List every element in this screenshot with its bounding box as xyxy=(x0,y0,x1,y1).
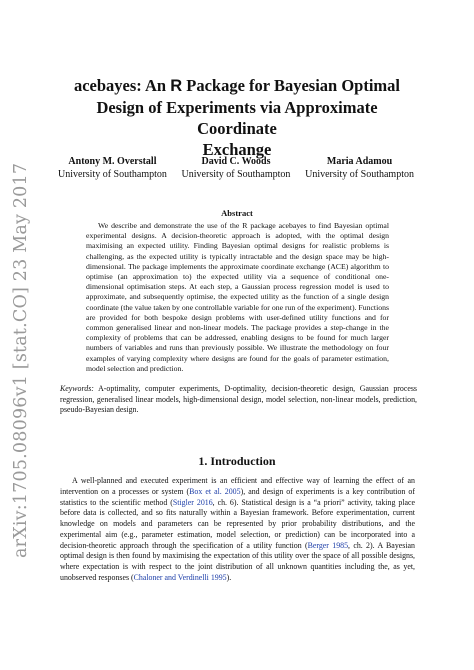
keywords-label: Keywords: xyxy=(60,384,94,393)
title-package-name: acebayes xyxy=(73,76,137,95)
author-block xyxy=(182,155,291,181)
author-name: David C. Woods xyxy=(201,156,271,167)
introduction-paragraph xyxy=(60,476,415,584)
intro-text: A well-planned and executed experiment is an efficient and effective way of learning the effect of an intervention on a processes or system ( xyxy=(60,476,415,496)
title-line1-rest: Package for Bayesian Optimal xyxy=(182,76,401,95)
title-line3: Exchange xyxy=(202,140,272,159)
abstract-heading: Abstract xyxy=(221,208,253,218)
section-heading-introduction: 1. Introduction xyxy=(198,454,276,468)
keywords-paragraph xyxy=(60,384,417,416)
author-name: Antony M. Overstall xyxy=(68,156,157,167)
author-block xyxy=(305,155,414,181)
author-affiliation: University of Southampton xyxy=(181,169,291,180)
author-list xyxy=(58,155,414,181)
title-separator: : An xyxy=(136,76,171,95)
citation-link[interactable]: Berger 1985 xyxy=(307,540,349,550)
author-block xyxy=(58,155,167,181)
author-affiliation: University of Southampton xyxy=(58,169,167,180)
intro-text: , ch. 2). A Bayesian optimal design is then found by maximising the expectation of this utility over the space of all possible designs, where expectation is with respect to the joint distribution of all unknown quantities including the, as yet, unobserved responses ( xyxy=(60,540,415,582)
arxiv-identifier: arXiv:1705.08096v1 [stat.CO] 23 May 2017 xyxy=(11,162,31,558)
intro-text: , ch. 6). Statistical design is a “a priori” activity, taking place before data is collected, and so fits naturally within a Bayesian framework. Before experimentation, current knowledge on models and parameters can be represented by prior probability distributions, and the experimental aim (e.g., parameter estimation, model selection, or prediction) can be incorporated into a decision-theoretic approach through the specification of a utility function ( xyxy=(60,497,415,550)
paper-title xyxy=(55,75,419,160)
intro-text: ), and design of experiments is a key contribution of statistics to the scientific method ( xyxy=(60,486,415,507)
abstract-text: We describe and demonstrate the use of the R package acebayes to find Bayesian optimal experimental designs. A decision-theoretic approach is adopted, with the optimal design maximising an expected utility. Finding Bayesian optimal designs for realistic problems is challenging, as the expected utility is typically intractable and the design space may be high-dimensional. The package implements the approximate coordinate exchange (ACE) algorithm to optimise (an approximation to) the expected utility via a sequence of conditional one-dimensional optimisation steps. At each step, a Gaussian process regression model is used to approximate, and subsequently optimise, the expected utility as the function of a single design coordinate (the value taken by one controllable variable for one run of the experiment). Functions are provided for both bespoke design problems with user-defined utility functions and for common generalised linear and non-linear models. The package provides a step-change in the complexity of problems that can be addressed, enabling designs to be found for much larger numbers of variables and runs than previously possible. We illustrate the methodology on four examples of varying complexity where designs are found for the goals of parameter estimation, model selection and prediction. xyxy=(86,221,389,373)
author-name: Maria Adamou xyxy=(326,156,393,167)
citation-link[interactable]: Chaloner and Verdinelli 1995 xyxy=(133,572,227,582)
intro-text: ). xyxy=(226,572,232,582)
author-affiliation: University of Southampton xyxy=(305,169,414,180)
citation-link[interactable]: Stigler 2016 xyxy=(172,497,213,507)
citation-link[interactable]: Box et al. 2005 xyxy=(189,486,241,496)
title-line2: Design of Experiments via Approximate Coordinate xyxy=(96,98,378,138)
title-r-symbol: R xyxy=(170,77,183,95)
keywords-text: A-optimality, computer experiments, D-optimality, decision-theoretic design, Gaussian process regression, generalised linear models, high-dimensional design, model selection, non-linear models, prediction, pseudo-Bayesian design. xyxy=(60,384,417,415)
